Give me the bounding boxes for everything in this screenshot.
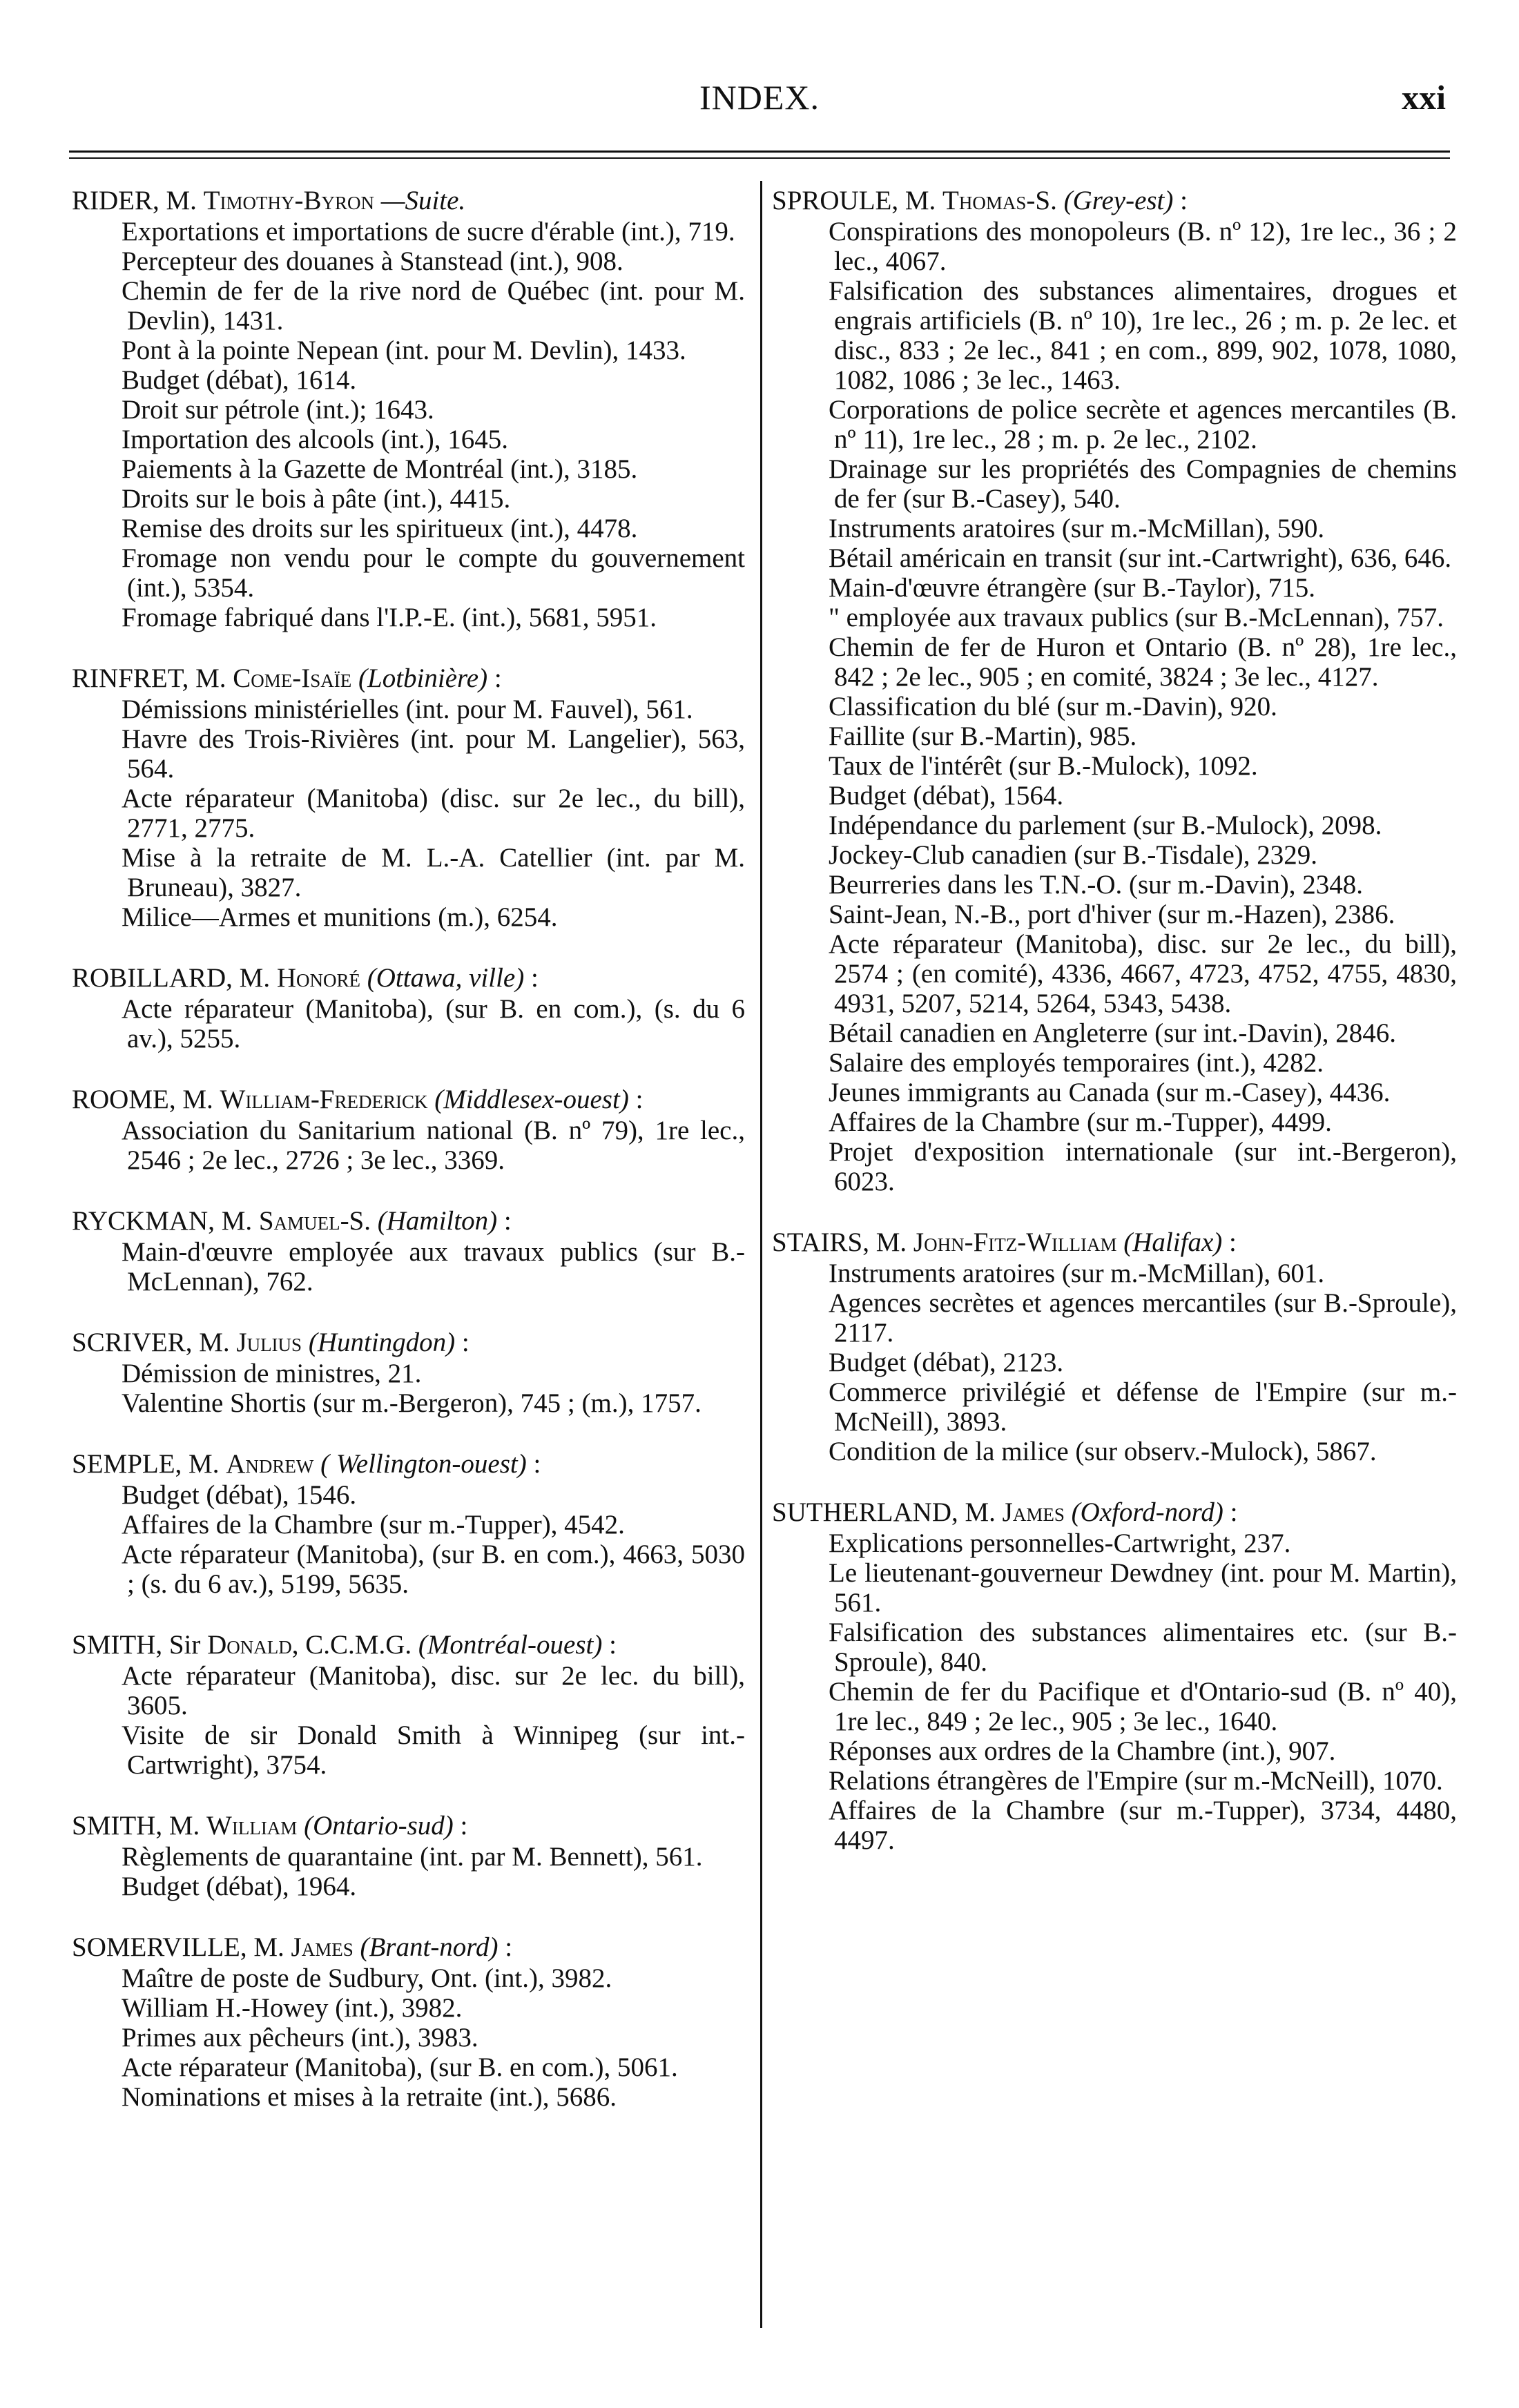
index-entry [72, 1629, 745, 1780]
index-item: Jeunes immigrants au Canada (sur m.-Casey), 4436. [829, 1078, 1391, 1107]
member-name: RYCKMAN, M. [72, 1206, 253, 1236]
index-entry [772, 185, 1457, 1196]
index-entry [72, 1084, 745, 1175]
heading-tail: : [1173, 186, 1188, 215]
index-item: Maître de poste de Sudbury, Ont. (int.), 3982. [122, 1963, 612, 1993]
entry-heading [72, 1327, 745, 1359]
index-item: Main-d'œuvre étrangère (sur B.-Taylor), 715. [829, 573, 1315, 603]
member-given-name: Samuel-S. [258, 1206, 371, 1236]
index-item: Paiements à la Gazette de Montréal (int.), 3185. [122, 454, 638, 484]
index-item: Corporations de police secrète et agences mercantiles (B. nº 11), 1re lec., 28 ; m. p. 2e lec., 2102. [829, 395, 1457, 454]
index-item: Budget (débat), 2123. [829, 1348, 1064, 1377]
heading-tail: : [498, 1932, 513, 1962]
member-riding: (Grey-est) [1063, 186, 1174, 215]
index-item: Remise des droits sur les spiritueux (int.), 4478. [122, 514, 638, 543]
member-riding: ( Wellington-ouest) [320, 1449, 527, 1479]
member-riding: (Montréal-ouest) [418, 1630, 603, 1660]
entry-heading [72, 663, 745, 695]
member-name: SMITH, Sir [72, 1630, 201, 1660]
member-given-name: Donald, C.C.M.G. [207, 1630, 412, 1660]
member-riding: (Oxford-nord) [1071, 1497, 1223, 1527]
index-item: Jockey-Club canadien (sur B.-Tisdale), 2329. [829, 840, 1318, 870]
entry-heading [772, 185, 1457, 217]
index-item: Indépendance du parlement (sur B.-Mulock), 2098. [829, 810, 1382, 840]
index-item: Milice—Armes et munitions (m.), 6254. [122, 902, 558, 932]
heading-tail: : [1222, 1227, 1237, 1257]
left-column [72, 185, 745, 2142]
member-given-name: Honoré [276, 963, 361, 993]
index-item: Démission de ministres, 21. [122, 1359, 422, 1388]
entry-heading [72, 185, 745, 217]
entry-heading [72, 1448, 745, 1480]
member-given-name: Julius [236, 1328, 302, 1357]
index-item: Affaires de la Chambre (sur m.-Tupper), 3734, 4480, 4497. [829, 1796, 1457, 1855]
index-item: Conspirations des monopoleurs (B. nº 12), 1re lec., 36 ; 2 lec., 4067. [829, 217, 1457, 276]
member-given-name: William [206, 1811, 298, 1841]
member-riding: (Middlesex-ouest) [434, 1085, 629, 1114]
index-item: Le lieutenant-gouverneur Dewdney (int. pour M. Martin), 561. [829, 1558, 1457, 1618]
index-item: Bétail américain en transit (sur int.-Cartwright), 636, 646. [829, 543, 1452, 573]
entry-heading [72, 962, 745, 994]
index-item: Exportations et importations de sucre d'érable (int.), 719. [122, 217, 735, 246]
index-item: Acte réparateur (Manitoba), (sur B. en com.), (s. du 6 av.), 5255. [122, 994, 745, 1054]
index-item: Fromage non vendu pour le compte du gouvernement (int.), 5354. [122, 543, 745, 603]
member-name: RINFRET, M. [72, 663, 226, 693]
index-item: Réponses aux ordres de la Chambre (int.), 907. [829, 1736, 1336, 1766]
index-item: Association du Sanitarium national (B. nº 79), 1re lec., 2546 ; 2e lec., 2726 ; 3e lec., 3369. [122, 1116, 745, 1175]
index-item: Salaire des employés temporaires (int.), 4282. [829, 1048, 1324, 1078]
entry-heading [772, 1497, 1457, 1528]
index-item: Percepteur des douanes à Stanstead (int.), 908. [122, 246, 623, 276]
index-item: Visite de sir Donald Smith à Winnipeg (sur int.-Cartwright), 3754. [122, 1720, 745, 1780]
index-item: Explications personnelles-Cartwright, 237. [829, 1528, 1291, 1558]
index-item: Pont à la pointe Nepean (int. pour M. Devlin), 1433. [122, 336, 686, 365]
index-item: Acte réparateur (Manitoba), (sur B. en com.), 4663, 5030 ; (s. du 6 av.), 5199, 5635. [122, 1540, 745, 1599]
index-item: Droit sur pétrole (int.); 1643. [122, 395, 434, 425]
member-riding: (Hamilton) [377, 1206, 498, 1236]
member-name: ROBILLARD, M. [72, 963, 271, 993]
index-item: Valentine Shortis (sur m.-Bergeron), 745 ; (m.), 1757. [122, 1388, 702, 1418]
member-riding: (Ontario-sud) [304, 1811, 454, 1841]
member-name: RIDER, M. [72, 186, 197, 215]
member-name: SCRIVER, M. [72, 1328, 230, 1357]
index-item: Instruments aratoires (sur m.-McMillan), 601. [829, 1259, 1325, 1288]
index-item: Commerce privilégié et défense de l'Empire (sur m.-McNeill), 3893. [829, 1377, 1457, 1437]
member-riding: —Suite. [380, 186, 466, 215]
member-given-name: Andrew [226, 1449, 314, 1479]
member-name: SEMPLE, M. [72, 1449, 220, 1479]
index-entry [72, 1205, 745, 1297]
index-item: Main-d'œuvre employée aux travaux publics (sur B.-McLennan), 762. [122, 1237, 745, 1297]
index-item: Démissions ministérielles (int. pour M. Fauvel), 561. [122, 695, 693, 724]
heading-tail: : [453, 1811, 468, 1841]
member-given-name: Come-Isaïe [233, 663, 352, 693]
index-item: Condition de la milice (sur observ.-Mulock), 5867. [829, 1437, 1377, 1466]
index-item: Budget (débat), 1614. [122, 365, 357, 395]
index-item: Falsification des substances alimentaires etc. (sur B.-Sproule), 840. [829, 1618, 1457, 1677]
heading-tail: : [628, 1085, 644, 1114]
index-entry [772, 1227, 1457, 1466]
member-riding: (Ottawa, ville) [367, 963, 525, 993]
index-item: Relations étrangères de l'Empire (sur m.-McNeill), 1070. [829, 1766, 1443, 1796]
index-item: Acte réparateur (Manitoba), (sur B. en com.), 5061. [122, 2052, 678, 2082]
index-item: Beurreries dans les T.N.-O. (sur m.-Davin), 2348. [829, 870, 1364, 900]
heading-tail: : [526, 1449, 541, 1479]
heading-tail: : [487, 663, 502, 693]
index-entry [72, 1327, 745, 1418]
index-item: Acte réparateur (Manitoba) (disc. sur 2e lec., du bill), 2771, 2775. [122, 784, 745, 843]
index-item: Fromage fabriqué dans l'I.P.-E. (int.), 5681, 5951. [122, 603, 657, 632]
index-item: Affaires de la Chambre (sur m.-Tupper), 4542. [122, 1510, 625, 1540]
index-entry [72, 663, 745, 932]
index-item: Taux de l'intérêt (sur B.-Mulock), 1092. [829, 751, 1258, 781]
index-item: Drainage sur les propriétés des Compagnies de chemins de fer (sur B.-Casey), 540. [829, 454, 1457, 514]
entry-heading [72, 1629, 745, 1661]
heading-tail: : [497, 1206, 512, 1236]
index-item: Acte réparateur (Manitoba), disc. sur 2e lec., du bill), 2574 ; (en comité), 4336, 4667, 4723, 4752, 4755, 4830, 4931, 5207, 5214, 5264, 5343, 5438. [829, 929, 1457, 1018]
index-entry [72, 1932, 745, 2112]
index-item: Projet d'exposition internationale (sur int.-Bergeron), 6023. [829, 1137, 1457, 1196]
index-entry [72, 1448, 745, 1599]
member-given-name: James [1002, 1497, 1065, 1527]
member-name: SUTHERLAND, M. [772, 1497, 996, 1527]
column-divider [760, 181, 762, 2328]
member-given-name: James [291, 1932, 354, 1962]
member-riding: (Halifax) [1123, 1227, 1223, 1257]
index-item: Budget (débat), 1964. [122, 1872, 357, 1901]
index-item: Primes aux pêcheurs (int.), 3983. [122, 2023, 478, 2052]
member-name: STAIRS, M. [772, 1227, 907, 1257]
member-riding: (Huntingdon) [308, 1328, 456, 1357]
index-entry [72, 185, 745, 632]
index-entry [72, 1810, 745, 1901]
index-item: Classification du blé (sur m.-Davin), 920. [829, 692, 1277, 721]
heading-tail: : [602, 1630, 617, 1660]
entry-heading [72, 1810, 745, 1842]
index-item: " employée aux travaux publics (sur B.-McLennan), 757. [829, 603, 1444, 632]
index-item: Agences secrètes et agences mercantiles (sur B.-Sproule), 2117. [829, 1288, 1457, 1348]
page-number: xxi [1402, 78, 1446, 117]
member-given-name: William-Frederick [220, 1085, 428, 1114]
member-name: ROOME, M. [72, 1085, 213, 1114]
heading-tail: : [524, 963, 539, 993]
member-riding: (Brant-nord) [360, 1932, 499, 1962]
entry-heading [772, 1227, 1457, 1259]
header-rule-top [69, 150, 1450, 153]
index-item: William H.-Howey (int.), 3982. [122, 1993, 463, 2023]
index-item: Mise à la retraite de M. L.-A. Catellier (int. par M. Bruneau), 3827. [122, 843, 745, 902]
heading-tail: : [1223, 1497, 1238, 1527]
page-title: INDEX. [699, 78, 820, 117]
right-column [772, 185, 1457, 1885]
member-given-name: Timothy-Byron [203, 186, 375, 215]
index-item: Faillite (sur B.-Martin), 985. [829, 721, 1137, 751]
index-item: Falsification des substances alimentaires, drogues et engrais artificiels (B. nº 10), 1re lec., 26 ; m. p. 2e lec. et disc., 833 ; 2e lec., 841 ; en com., 899, 902, 1078, 1080, 1082, 1086 ; 3e lec., 1463. [829, 276, 1457, 395]
index-item: Chemin de fer de Huron et Ontario (B. nº 28), 1re lec., 842 ; 2e lec., 905 ; en comité, 3824 ; 3e lec., 4127. [829, 632, 1457, 692]
entry-heading [72, 1205, 745, 1237]
index-item: Instruments aratoires (sur m.-McMillan), 590. [829, 514, 1325, 543]
index-item: Saint-Jean, N.-B., port d'hiver (sur m.-Hazen), 2386. [829, 900, 1395, 929]
member-given-name: Thomas-S. [942, 186, 1057, 215]
index-item: Droits sur le bois à pâte (int.), 4415. [122, 484, 511, 514]
member-name: SOMERVILLE, M. [72, 1932, 284, 1962]
member-riding: (Lotbinière) [358, 663, 488, 693]
index-item: Chemin de fer du Pacifique et d'Ontario-sud (B. nº 40), 1re lec., 849 ; 2e lec., 905 ; 3e lec., 1640. [829, 1677, 1457, 1736]
index-item: Importation des alcools (int.), 1645. [122, 425, 508, 454]
index-item: Budget (débat), 1564. [829, 781, 1064, 810]
index-entry [72, 962, 745, 1054]
index-item: Acte réparateur (Manitoba), disc. sur 2e lec. du bill), 3605. [122, 1661, 745, 1720]
index-item: Havre des Trois-Rivières (int. pour M. Langelier), 563, 564. [122, 724, 745, 784]
header-rule-bottom [69, 157, 1450, 159]
index-item: Affaires de la Chambre (sur m.-Tupper), 4499. [829, 1107, 1332, 1137]
entry-heading [72, 1084, 745, 1116]
page-header [69, 77, 1450, 126]
index-item: Nominations et mises à la retraite (int.), 5686. [122, 2082, 617, 2112]
heading-tail: : [455, 1328, 470, 1357]
entry-heading [72, 1932, 745, 1963]
member-given-name: John-Fitz-William [913, 1227, 1117, 1257]
member-name: SMITH, M. [72, 1811, 200, 1841]
index-item: Bétail canadien en Angleterre (sur int.-Davin), 2846. [829, 1018, 1396, 1048]
member-name: SPROULE, M. [772, 186, 936, 215]
index-entry [772, 1497, 1457, 1855]
index-item: Règlements de quarantaine (int. par M. Bennett), 561. [122, 1842, 703, 1872]
index-item: Chemin de fer de la rive nord de Québec (int. pour M. Devlin), 1431. [122, 276, 745, 336]
index-item: Budget (débat), 1546. [122, 1480, 357, 1510]
